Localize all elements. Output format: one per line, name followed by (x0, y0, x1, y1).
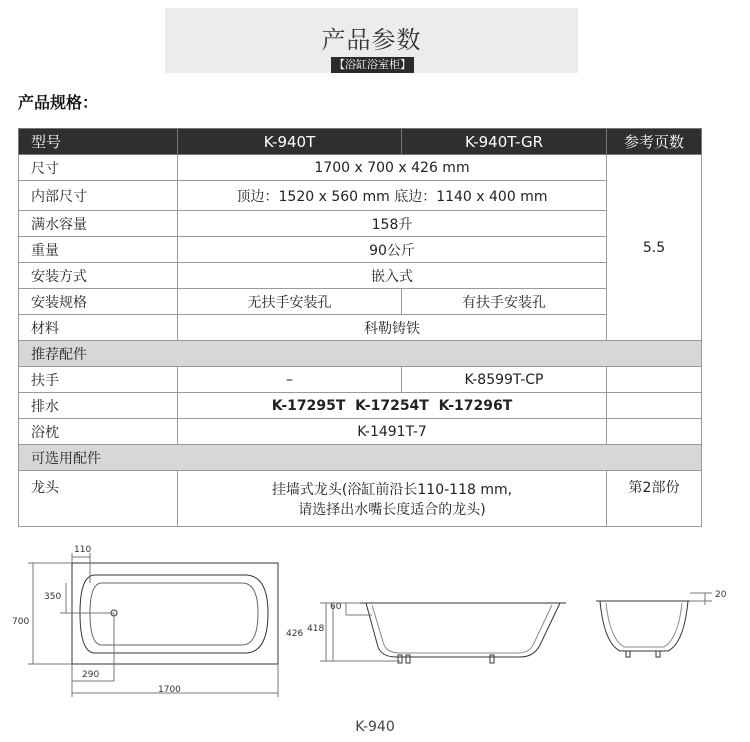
row-value: 1700 x 700 x 426 mm (178, 155, 607, 181)
dim-1700: 1700 (158, 685, 181, 695)
row-value: K-17295T K-17254T K-17296T (178, 393, 607, 419)
banner (165, 8, 578, 73)
row-label: 尺寸 (19, 155, 178, 181)
row-value: K-1491T-7 (178, 419, 607, 445)
spec-table (18, 128, 702, 527)
section-title: 产品规格： (18, 93, 99, 112)
row-value: 158升 (178, 211, 607, 237)
faucet-line-2: 请选择出水嘴长度适合的龙头) (298, 501, 486, 518)
category-tag: 【浴缸浴室柜】 (331, 57, 414, 73)
row-label: 满水容量 (19, 211, 178, 237)
dim-290: 290 (82, 670, 100, 680)
row-value: 90公斤 (178, 237, 607, 263)
table-row (19, 367, 702, 393)
row-label: 材料 (19, 315, 178, 341)
group-row (19, 445, 702, 471)
row-label: 安装规格 (19, 289, 178, 315)
dim-426: 426 (286, 629, 304, 639)
table-row (19, 289, 702, 315)
row-value-col1: 无扶手安装孔 (178, 289, 402, 315)
banner-title: 产品参数 (321, 26, 422, 54)
table-row (19, 315, 702, 341)
header-col1: K-940T (178, 129, 402, 155)
ref-empty (607, 393, 702, 419)
ref-empty (607, 419, 702, 445)
row-label: 重量 (19, 237, 178, 263)
table-row (19, 393, 702, 419)
dim-418: 418 (307, 624, 325, 634)
dim-20: 20 (715, 590, 727, 600)
model-caption: K-940 (355, 719, 395, 735)
header-model: 型号 (19, 129, 178, 155)
end-view (596, 593, 712, 657)
row-value: 顶边：1520 x 560 mm 底边：1140 x 400 mm (178, 181, 607, 211)
plan-view (28, 553, 278, 697)
group-label: 推荐配件 (19, 341, 702, 367)
ref-value: 5.5 (607, 155, 702, 341)
row-label: 内部尺寸 (19, 181, 178, 211)
dim-110: 110 (74, 545, 92, 555)
dim-700: 700 (12, 617, 30, 627)
ref-empty (607, 367, 702, 393)
row-label: 安装方式 (19, 263, 178, 289)
side-view (320, 603, 566, 663)
table-row (19, 181, 702, 211)
row-label: 排水 (19, 393, 178, 419)
row-value: 嵌入式 (178, 263, 607, 289)
group-label: 可选用配件 (19, 445, 702, 471)
row-value (178, 471, 607, 527)
table-row (19, 155, 702, 181)
row-label: 龙头 (19, 471, 178, 527)
table-row (19, 237, 702, 263)
table-row (19, 419, 702, 445)
row-value-col2: 有扶手安装孔 (402, 289, 607, 315)
row-label: 浴枕 (19, 419, 178, 445)
row-value: 科勒铸铁 (178, 315, 607, 341)
ref-value: 第2部份 (607, 471, 702, 527)
table-header-row (19, 129, 702, 155)
dim-350: 350 (44, 592, 62, 602)
header-col2: K-940T-GR (402, 129, 607, 155)
technical-drawing (0, 535, 750, 715)
faucet-line-1: 挂墙式龙头(浴缸前沿长110-118 mm, (271, 481, 513, 498)
row-value-col1: – (178, 367, 402, 393)
table-row (19, 211, 702, 237)
group-row (19, 341, 702, 367)
row-label: 扶手 (19, 367, 178, 393)
table-row (19, 471, 702, 527)
row-value-col2: K-8599T-CP (402, 367, 607, 393)
dim-60: 60 (330, 602, 342, 612)
table-row (19, 263, 702, 289)
header-ref: 参考页数 (607, 129, 702, 155)
